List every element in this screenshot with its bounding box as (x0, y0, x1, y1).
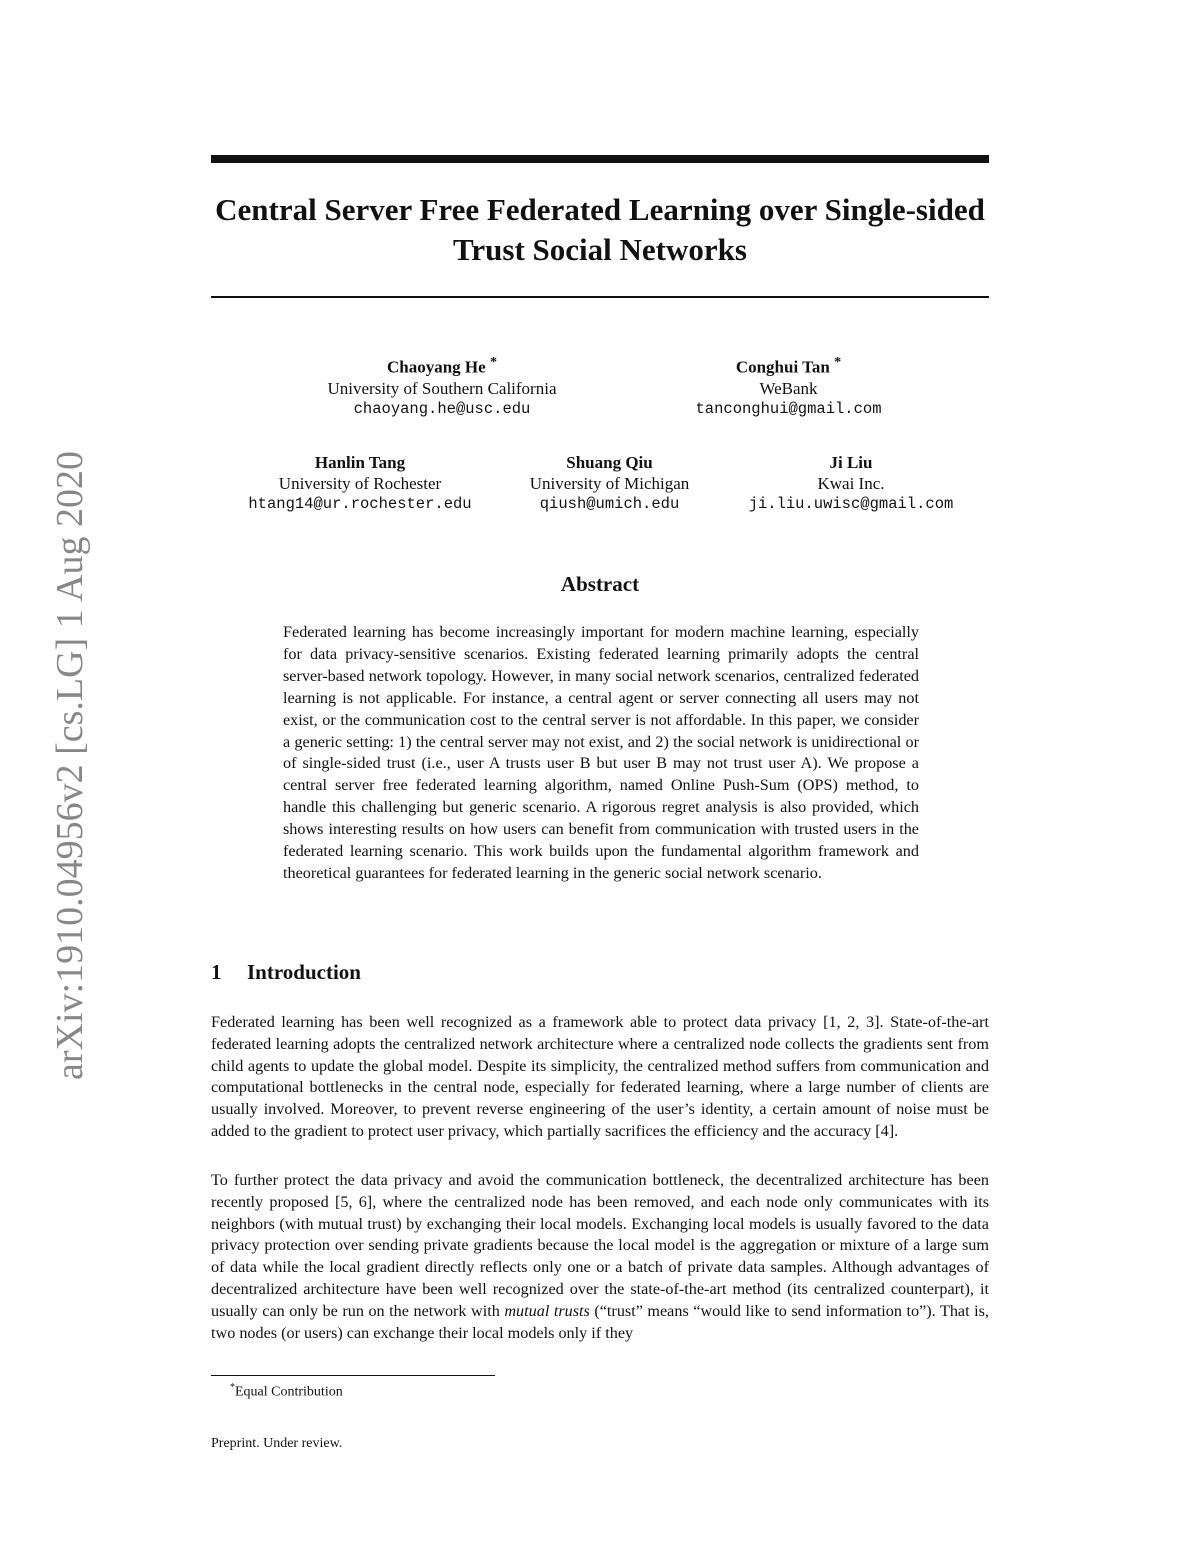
author-block (502, 452, 717, 515)
author-name: Hanlin Tang (314, 453, 406, 472)
abstract-heading: Abstract (560, 572, 640, 596)
author-name: Conghui Tan * (735, 354, 842, 377)
footnote-mark: * (230, 1382, 235, 1393)
author-block (650, 352, 927, 420)
author-name: Shuang Qiu (566, 453, 653, 472)
author-affiliation: University of Southern California (327, 378, 557, 398)
author-name: Chaoyang He * (386, 354, 498, 377)
author-email[interactable]: chaoyang.he@usc.edu (353, 399, 531, 418)
author-block (215, 452, 505, 515)
author-affiliation: Kwai Inc. (817, 474, 885, 493)
author-affiliation: University of Rochester (278, 474, 442, 493)
paper-title: Central Server Free Federated Learning over Single-sided Trust Social Networks (215, 192, 985, 267)
emphasis-mutual-trusts: mutual trusts (504, 1301, 590, 1320)
section-heading-introduction (211, 960, 361, 985)
author-email[interactable]: tanconghui@gmail.com (695, 399, 882, 418)
footnote-rule (211, 1375, 495, 1376)
intro-paragraph: Federated learning has been well recognized as a framework able to protect data privacy [1, 2, 3]. State-of-the-art federated learning adopts the centralized network architecture where a centralized node collects the gradients sent from child agents to update the global model. Despite its simplicity, the centralized method suffers from communication and computational bottlenecks in the central node, especially for federated learning, where a large number of clients are usually involved. Moreover, to prevent reverse engineering of the user’s identity, a certain amount of noise must be added to the gradient to protect user privacy, which partially sacrifices the efficiency and the accuracy [4]. (211, 1013, 989, 1140)
author-block (265, 352, 619, 420)
section-title: Introduction (247, 960, 361, 984)
section-number: 1 (211, 960, 222, 984)
author-affiliation: University of Michigan (529, 474, 690, 493)
title-top-rule (211, 155, 989, 163)
footnote (230, 1378, 343, 1403)
author-email[interactable]: qiush@umich.edu (539, 495, 680, 513)
author-email[interactable]: ji.liu.uwisc@gmail.com (748, 495, 954, 513)
title-bottom-rule (211, 296, 989, 298)
abstract-body: Federated learning has become increasingly important for modern machine learning, especially for data privacy-sensitive scenarios. Existing federated learning primarily adopts the central server-based network topology. However, in many social network scenarios, centralized federated learning is not applicable. For instance, a central agent or server connecting all users may not exist, or the communication cost to the central server is not affordable. In this paper, we consider a generic setting: 1) the central server may not exist, and 2) the social network is unidirectional or of single-sided trust (i.e., user A trusts user B but user B may not trust user A). We propose a central server free federated learning algorithm, named Online Push-Sum (OPS) method, to handle this challenging but generic scenario. A rigorous regret analysis is also provided, which shows interesting results on how users can benefit from communication with trusted users in the federated learning scenario. This work builds upon the fundamental algorithm framework and theoretical guarantees for federated learning in the generic social network scenario. (283, 623, 919, 882)
intro-paragraph: To further protect the data privacy and avoid the communication bottleneck, the decentralized architecture has been recently proposed [5, 6], where the centralized node has been removed, and each node only communicates with its neighbors (with mutual trust) by exchanging their local models. Exchanging local models is usually favored to the data privacy protection over sending private gradients because the local model is the aggregation or mixture of a large sum of data while the local gradient directly reflects only one or a batch of private data samples. Although advantages of decentralized architecture have been well recognized over the state-of-the-art method (its centralized counterpart), it usually can only be run on the network with mutual trusts (“trust” means “would like to send information to”). That is, two nodes (or users) can exchange their local models only if they (211, 1171, 989, 1342)
author-name: Ji Liu (829, 453, 873, 472)
preprint-notice: Preprint. Under review. (211, 1436, 343, 1451)
author-email[interactable]: htang14@ur.rochester.edu (248, 495, 472, 513)
footnote-text: Equal Contribution (235, 1384, 343, 1400)
arxiv-identifier-stamp[interactable]: arXiv:1910.04956v2 [cs.LG] 1 Aug 2020 (49, 450, 91, 1080)
author-affiliation: WeBank (759, 378, 818, 398)
author-block (722, 452, 980, 515)
